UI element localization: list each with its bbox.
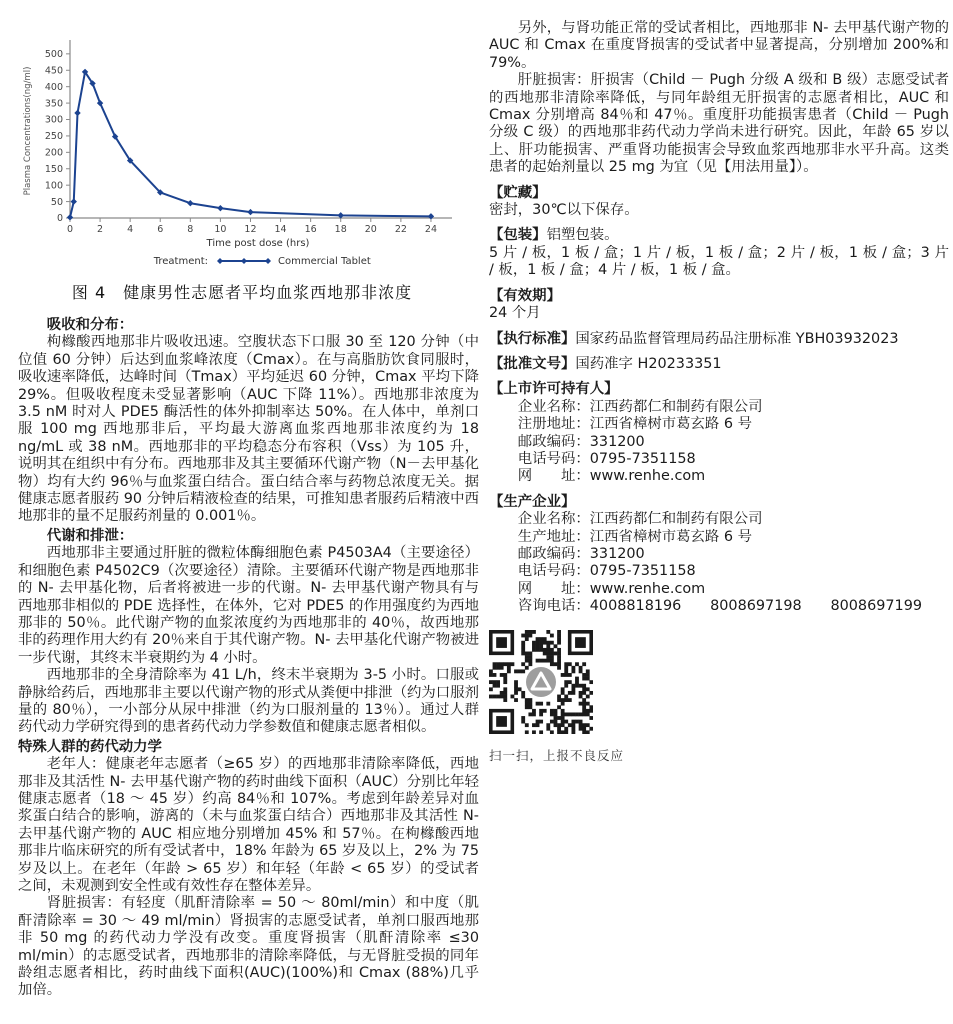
x-tick-label: 10 <box>214 224 227 235</box>
x-tick-label: 2 <box>97 224 104 235</box>
y-tick-label: 200 <box>44 147 63 159</box>
packaging-section <box>489 227 949 279</box>
x-tick-label: 16 <box>304 224 317 235</box>
data-point-marker <box>67 214 73 220</box>
validity-section <box>489 288 949 323</box>
legend-prefix: Treatment: <box>153 256 208 268</box>
paragraph-absorption: 枸橼酸西地那非片吸收迅速。空腹状态下口服 30 至 120 分钟（中位值 60 分钟）后达到血浆峰浓度（Cmax）。在与高脂肪饮食同服时，吸收速率降低，达峰时间（Tmax）平均延迟 60 分钟，Cmax 平均下降 29%。但吸收程度未受显著影响（AUC 下降 11%）。西地那非浓度为 3.5 nM 时对人 PDE5 酶活性的体外抑制率达 50%。在人体中，单剂口服 100 mg 西地那非后，平均最大游离血浆西地那非浓度约为 18 ng/mL 或 38 nM。西地那非的平均稳态分布容积（Vss）为 105 升，说明其在组织中有分布。西地那非及其主要循环代谢产物（N－去甲基化物）均有大约 96％与血浆蛋白结合。蛋白结合率与药物总浓度无关。据健康志愿者服药 90 分钟后精液检查的结果，可推知患者服药后精液中西地那非的量不足服药剂量的 0.001％。 <box>18 334 479 525</box>
section-heading-metabolism: 代谢和排泄： <box>46 527 134 544</box>
manufacturer-website-row: 网 址： www.renhe.com <box>517 580 706 597</box>
x-tick-label: 8 <box>187 224 194 235</box>
holder-phone-row: 电话号码： 0795-7351158 <box>517 450 696 467</box>
standard-label: 【执行标准】 <box>489 330 576 347</box>
standard-section <box>489 331 949 348</box>
y-tick-label: 400 <box>44 81 63 93</box>
approval-label: 【批准文号】 <box>489 355 576 372</box>
packaging-body: 5 片 / 板，1 板 / 盒；1 片 / 板，1 板 / 盒；2 片 / 板，1 板 / 盒；3 片 / 板，1 板 / 盒；4 片 / 板，1 板 / 盒。 <box>489 244 949 279</box>
data-point-marker <box>71 198 77 204</box>
validity-label: 【有效期】 <box>489 287 561 304</box>
manufacturer-address-row: 生产地址： 江西省樟树市葛玄路 6 号 <box>517 528 752 545</box>
figure-caption: 图 4 健康男性志愿者平均血浆西地那非浓度 <box>71 283 413 302</box>
storage-label: 【贮藏】 <box>489 184 547 201</box>
y-axis-label: Plasma Concentrations(ng/ml) <box>23 66 33 196</box>
approval-section <box>489 356 949 373</box>
holder-address-row: 注册地址： 江西省樟树市葛玄路 6 号 <box>517 416 752 433</box>
paragraph-hepatic-impairment: 肝脏损害：肝损害（Child － Pugh 分级 A 级和 B 级）志愿受试者的西地那非清除率降低，与同年龄组无肝损害的志愿者相比，AUC 和 Cmax 分别增高 84％和 47％。重度肝功能损害患者（Child － Pugh 分级 C 级）的西地那非药代动力学尚未进行研究。因此，年龄 65 岁以上、肝功能损害、严重肾功能损害会导致血浆西地那非水平升高。这类患者的起始剂量以 25 mg 为宜（见【用法用量】）。 <box>489 72 949 176</box>
qr-block <box>489 630 949 764</box>
packaging-label: 【包装】 <box>489 227 547 244</box>
y-tick-label: 0 <box>56 213 63 225</box>
packaging-inline: 铝塑包装。 <box>546 227 619 244</box>
paragraph-metabolism-1: 西地那非主要通过肝脏的微粒体酶细胞色素 P4503A4（主要途径）和细胞色素 P4502C9（次要途径）清除。主要循环代谢产物是西地那非的 N- 去甲基化物，后者将被进一步的代谢。N- 去甲基代谢产物具有与西地那非相似的 PDE 选择性，在体外，它对 PDE5 的作用强度约为西地那非的 50％。此代谢产物的血浆浓度约为西地那非的 40％，故西地那非的药理作用大约有 20％来自于其代谢产物。N- 去甲基化代谢产物被进一步代谢，其终末半衰期约为 4 小时。 <box>18 545 479 666</box>
paragraph-metabolism-2: 西地那非的全身清除率为 41 L/h，终末半衰期为 3-5 小时。口服或静脉给药后，西地那非主要以代谢产物的形式从粪便中排泄（约为口服剂量的 80％），一小部分从尿中排泄（约为口服剂量的 13％）。通过人群药代动力学研究得到的患者药代动力学参数值和健康志愿者相似。 <box>18 667 479 736</box>
y-tick-label: 350 <box>44 98 63 110</box>
y-tick-label: 150 <box>44 163 63 175</box>
holder-website-row: 网 址： www.renhe.com <box>517 468 706 485</box>
manufacturer-phone-row: 电话号码： 0795-7351158 <box>517 563 696 580</box>
right-column <box>489 20 949 764</box>
manufacturer-company-row: 企业名称： 江西药都仁和制药有限公司 <box>517 511 763 528</box>
qr-caption: 扫一扫，上报不良反应 <box>489 747 625 763</box>
data-point-marker <box>74 110 80 116</box>
y-tick-label: 500 <box>44 49 63 61</box>
holder-company-row: 企业名称： 江西药都仁和制药有限公司 <box>517 398 763 415</box>
section-heading-absorption: 吸收和分布： <box>46 317 134 333</box>
x-tick-label: 4 <box>127 224 134 235</box>
validity-body: 24 个月 <box>489 305 541 322</box>
y-tick-label: 300 <box>44 114 63 126</box>
approval-body: 国药准字 H20233351 <box>575 355 722 372</box>
data-point-marker <box>217 258 223 264</box>
manufacturer-hotline-row: 咨询电话： 4008818196 8008697198 8008697199 <box>517 598 923 615</box>
data-point-marker <box>265 258 271 264</box>
y-tick-label: 450 <box>44 65 63 77</box>
paragraph-elderly: 老年人：健康老年志愿者（≥65 岁）的西地那非清除率降低，西地那非及其活性 N- 去甲基代谢产物的药时曲线下面积（AUC）分别比年轻健康志愿者（18 ～ 45 岁）约高 84％和 107%。考虑到年龄差异对血浆蛋白结合的影响，游离的（未与血浆蛋白结合）西地那非及其活性 N- 去甲基代谢产物的 AUC 相应地分别增加 45% 和 57％。在枸橼酸西地那非片临床研究的所有受试者中，18% 年龄为 65 岁及以上，2% 为 75 岁及以上。在老年（年龄 > 65 岁）和年轻（年龄 < 65 岁）的受试者之间，未观测到安全性或有效性存在整体差异。 <box>18 756 479 894</box>
x-tick-label: 14 <box>274 224 287 235</box>
x-tick-label: 24 <box>424 224 438 235</box>
storage-section <box>489 185 949 220</box>
left-text-sections <box>18 317 479 1000</box>
data-point-marker <box>97 100 103 106</box>
storage-body: 密封，30℃以下保存。 <box>489 202 639 219</box>
plasma-concentration-chart <box>18 20 466 272</box>
legend-series-label: Commercial Tablet <box>278 256 371 268</box>
data-point-marker <box>187 200 193 206</box>
y-tick-label: 50 <box>50 196 63 208</box>
left-column <box>18 20 479 1000</box>
data-point-marker <box>247 209 253 215</box>
holder-label: 【上市许可持有人】 <box>489 381 619 398</box>
qr-code <box>489 630 593 734</box>
y-tick-label: 100 <box>44 180 63 192</box>
y-tick-label: 250 <box>44 131 63 143</box>
section-heading-special-populations: 特殊人群的药代动力学 <box>18 738 162 755</box>
x-tick-label: 20 <box>364 224 377 235</box>
holder-postcode-row: 邮政编码： 331200 <box>517 433 645 450</box>
x-tick-label: 22 <box>394 224 407 235</box>
x-tick-label: 0 <box>66 224 74 235</box>
paragraph-renal-metabolite: 另外，与肾功能正常的受试者相比，西地那非 N- 去甲基代谢产物的 AUC 和 Cmax 在重度肾损害的受试者中显著提高，分别增加 200%和 79%。 <box>489 20 949 71</box>
series-line-commercial-tablet <box>70 72 431 217</box>
data-point-marker <box>241 258 247 264</box>
paragraph-renal-impairment: 肾脏损害：有轻度（肌酐清除率 = 50 ～ 80ml/min）和中度（肌酐清除率 = 30 ～ 49 ml/min）肾损害的志愿受试者，单剂口服西地那非 50 mg 的药代动力学没有改变。重度肾损害（肌酐清除率 ≤30 ml/min）的志愿受试者，西地那非的清除率降低，与无肾脏受损的同年龄组志愿者相比，药时曲线下面积(AUC)(100%)和 Cmax (88%)几乎加倍。 <box>18 895 479 999</box>
figure-4 <box>18 20 466 303</box>
holder-section <box>489 381 949 485</box>
x-tick-label: 18 <box>334 224 347 235</box>
data-point-marker <box>217 205 223 211</box>
standard-body: 国家药品监督管理局药品注册标准 YBH03932023 <box>575 330 899 347</box>
x-tick-label: 6 <box>157 224 164 235</box>
x-tick-label: 12 <box>244 224 257 235</box>
x-axis-label: Time post dose (hrs) <box>206 238 310 249</box>
manufacturer-section <box>489 494 949 616</box>
manufacturer-postcode-row: 邮政编码： 331200 <box>517 545 645 562</box>
manufacturer-label: 【生产企业】 <box>489 493 576 510</box>
